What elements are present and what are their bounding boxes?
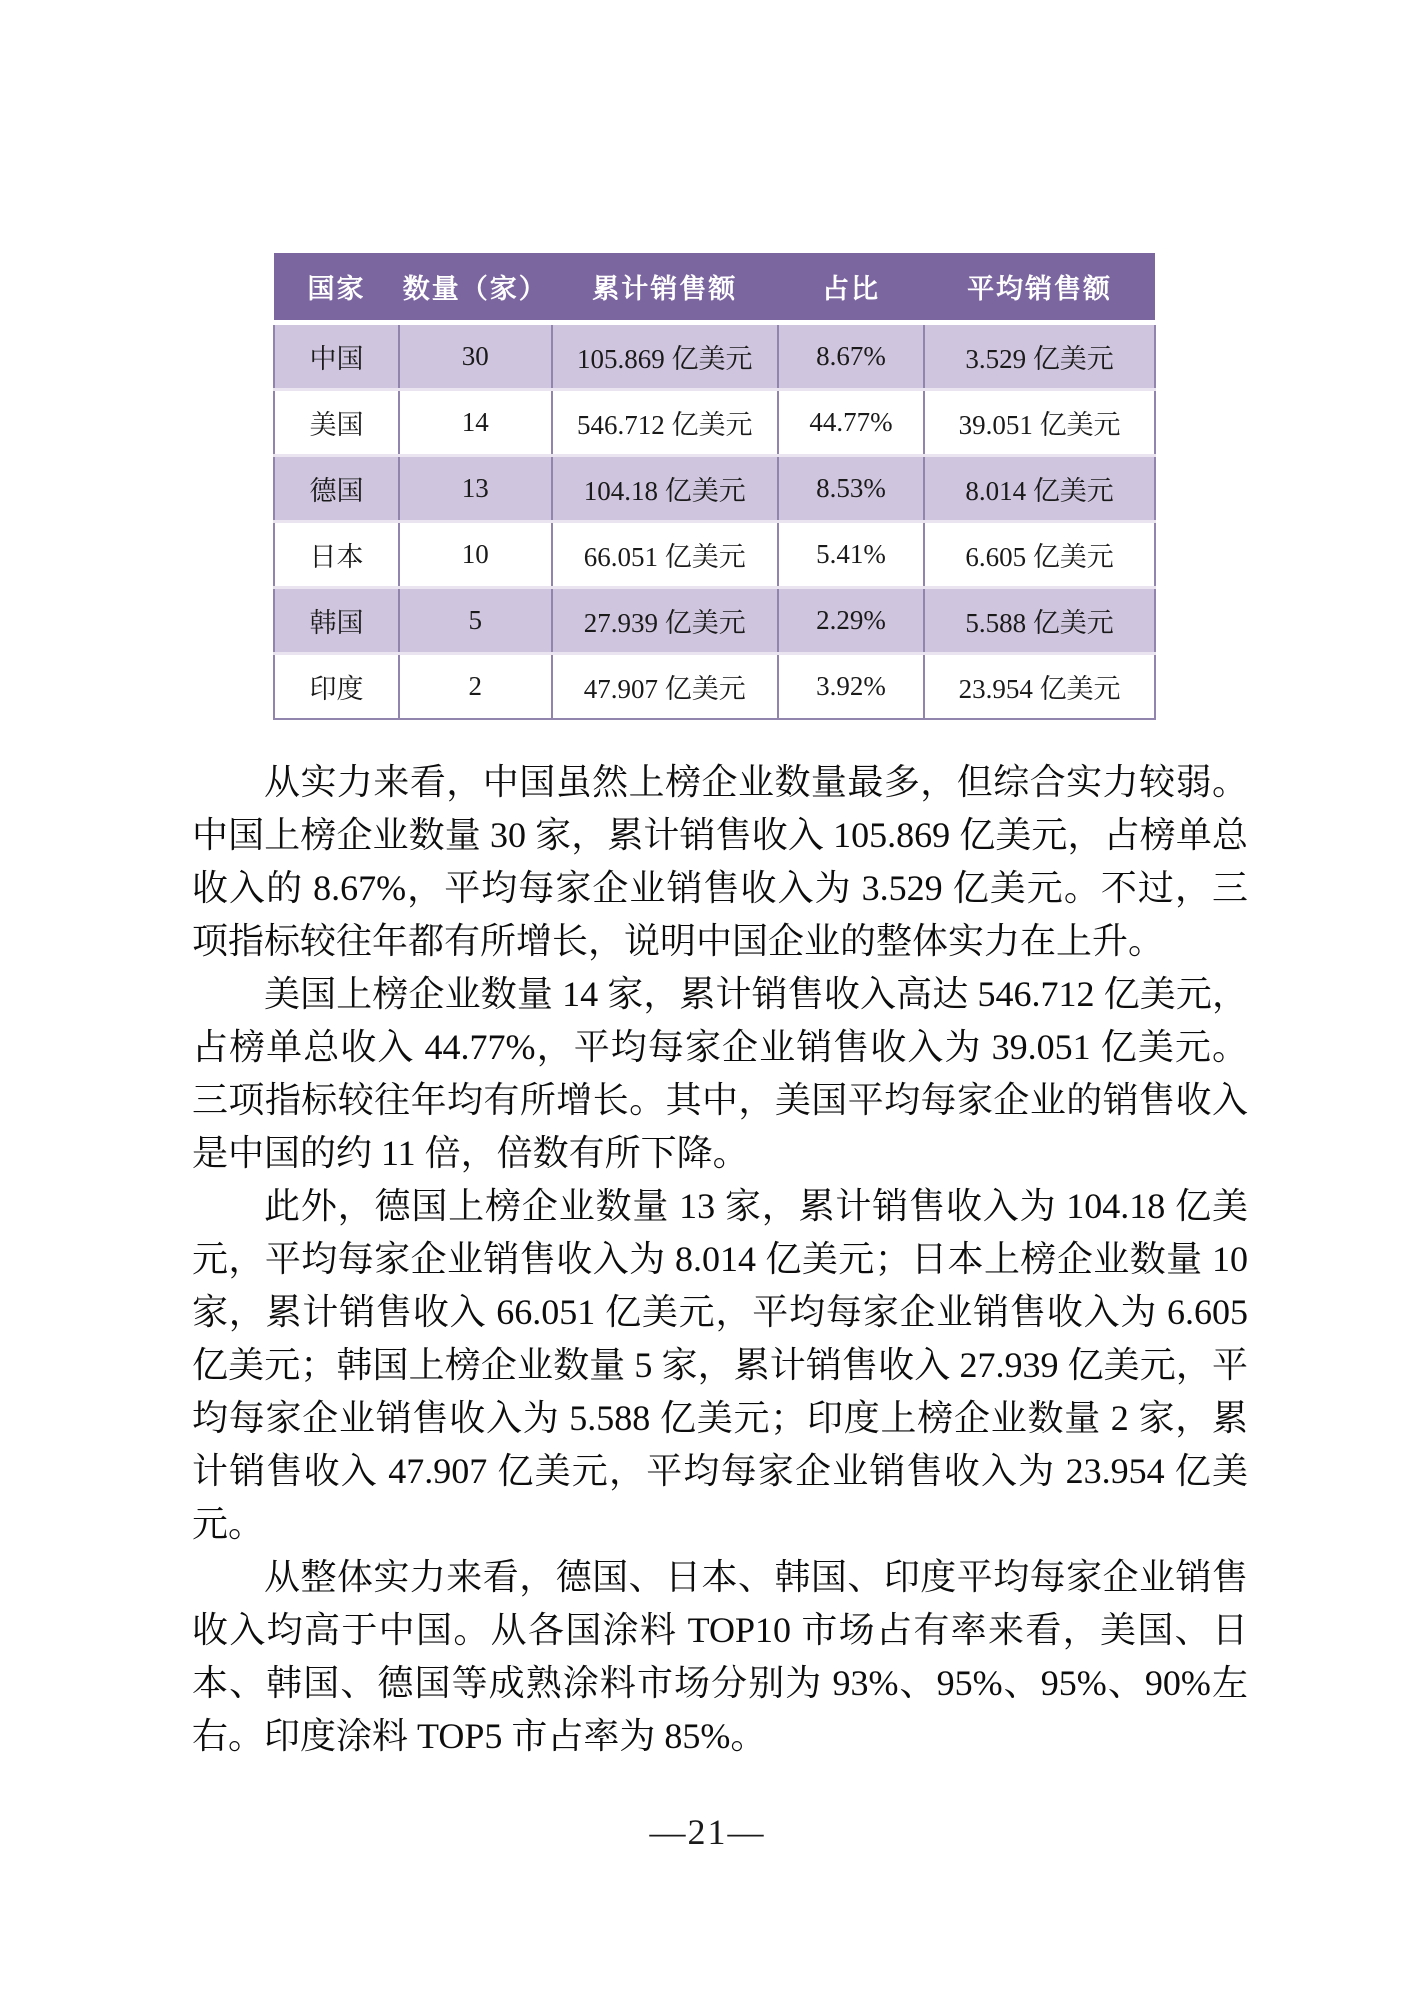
cell-average-sales: 6.605 亿美元 xyxy=(924,522,1155,588)
cell-cumulative-sales: 546.712 亿美元 xyxy=(552,390,778,456)
table-row-india xyxy=(274,654,1155,720)
cell-count: 2 xyxy=(399,654,551,720)
cell-average-sales: 23.954 亿美元 xyxy=(924,654,1155,720)
cell-share: 8.67% xyxy=(778,323,924,390)
cell-count: 30 xyxy=(399,323,551,390)
table-row-korea xyxy=(274,588,1155,654)
body-text xyxy=(192,756,1248,1763)
cell-cumulative-sales: 27.939 亿美元 xyxy=(552,588,778,654)
page-number: —21— xyxy=(649,1812,766,1852)
cell-country: 美国 xyxy=(274,390,399,456)
cell-count: 10 xyxy=(399,522,551,588)
cell-cumulative-sales: 66.051 亿美元 xyxy=(552,522,778,588)
table-row-china xyxy=(274,323,1155,390)
cell-share: 2.29% xyxy=(778,588,924,654)
cell-cumulative-sales: 47.907 亿美元 xyxy=(552,654,778,720)
cell-average-sales: 39.051 亿美元 xyxy=(924,390,1155,456)
cell-country: 日本 xyxy=(274,522,399,588)
country-sales-table-container xyxy=(273,253,1156,720)
table-row-japan xyxy=(274,522,1155,588)
header-country: 国家 xyxy=(274,253,399,323)
cell-count: 5 xyxy=(399,588,551,654)
country-sales-table xyxy=(273,253,1156,720)
paragraph-other-countries-analysis: 此外，德国上榜企业数量 13 家，累计销售收入为 104.18 亿美元，平均每家企业销售收入为 8.014 亿美元；日本上榜企业数量 10 家，累计销售收入 66.051 亿美元，平均每家企业销售收入为 6.605 亿美元；韩国上榜企业数量 5 家，累计销售收入 27.939 亿美元，平均每家企业销售收入为 5.588 亿美元；印度上榜企业数量 2 家，累计销售收入 47.907 亿美元，平均每家企业销售收入为 23.954 亿美元。 xyxy=(192,1186,1248,1544)
table-row-germany xyxy=(274,456,1155,522)
cell-share: 44.77% xyxy=(778,390,924,456)
table-header-row xyxy=(274,253,1155,323)
header-cumulative-sales: 累计销售额 xyxy=(552,253,778,323)
cell-cumulative-sales: 105.869 亿美元 xyxy=(552,323,778,390)
paragraph-usa-analysis: 美国上榜企业数量 14 家，累计销售收入高达 546.712 亿美元，占榜单总收入 44.77%，平均每家企业销售收入为 39.051 亿美元。三项指标较往年均有所增长。其中，美国平均每家企业的销售收入是中国的约 11 倍，倍数有所下降。 xyxy=(192,974,1248,1173)
cell-country: 印度 xyxy=(274,654,399,720)
cell-count: 13 xyxy=(399,456,551,522)
cell-average-sales: 8.014 亿美元 xyxy=(924,456,1155,522)
cell-average-sales: 3.529 亿美元 xyxy=(924,323,1155,390)
paragraph-overall-analysis: 从整体实力来看，德国、日本、韩国、印度平均每家企业销售收入均高于中国。从各国涂料 TOP10 市场占有率来看，美国、日本、韩国、德国等成熟涂料市场分别为 93%、95%、95%、90%左右。印度涂料 TOP5 市占率为 85%。 xyxy=(192,1557,1248,1756)
cell-share: 5.41% xyxy=(778,522,924,588)
header-count: 数量（家） xyxy=(399,253,551,323)
header-share: 占比 xyxy=(778,253,924,323)
cell-country: 韩国 xyxy=(274,588,399,654)
cell-country: 德国 xyxy=(274,456,399,522)
table-row-usa xyxy=(274,390,1155,456)
cell-share: 8.53% xyxy=(778,456,924,522)
cell-share: 3.92% xyxy=(778,654,924,720)
header-average-sales: 平均销售额 xyxy=(924,253,1155,323)
paragraph-china-analysis: 从实力来看，中国虽然上榜企业数量最多，但综合实力较弱。中国上榜企业数量 30 家，累计销售收入 105.869 亿美元，占榜单总收入的 8.67%，平均每家企业销售收入为 3.529 亿美元。不过，三项指标较往年都有所增长，说明中国企业的整体实力在上升。 xyxy=(192,762,1248,961)
cell-country: 中国 xyxy=(274,323,399,390)
cell-average-sales: 5.588 亿美元 xyxy=(924,588,1155,654)
cell-cumulative-sales: 104.18 亿美元 xyxy=(552,456,778,522)
cell-count: 14 xyxy=(399,390,551,456)
